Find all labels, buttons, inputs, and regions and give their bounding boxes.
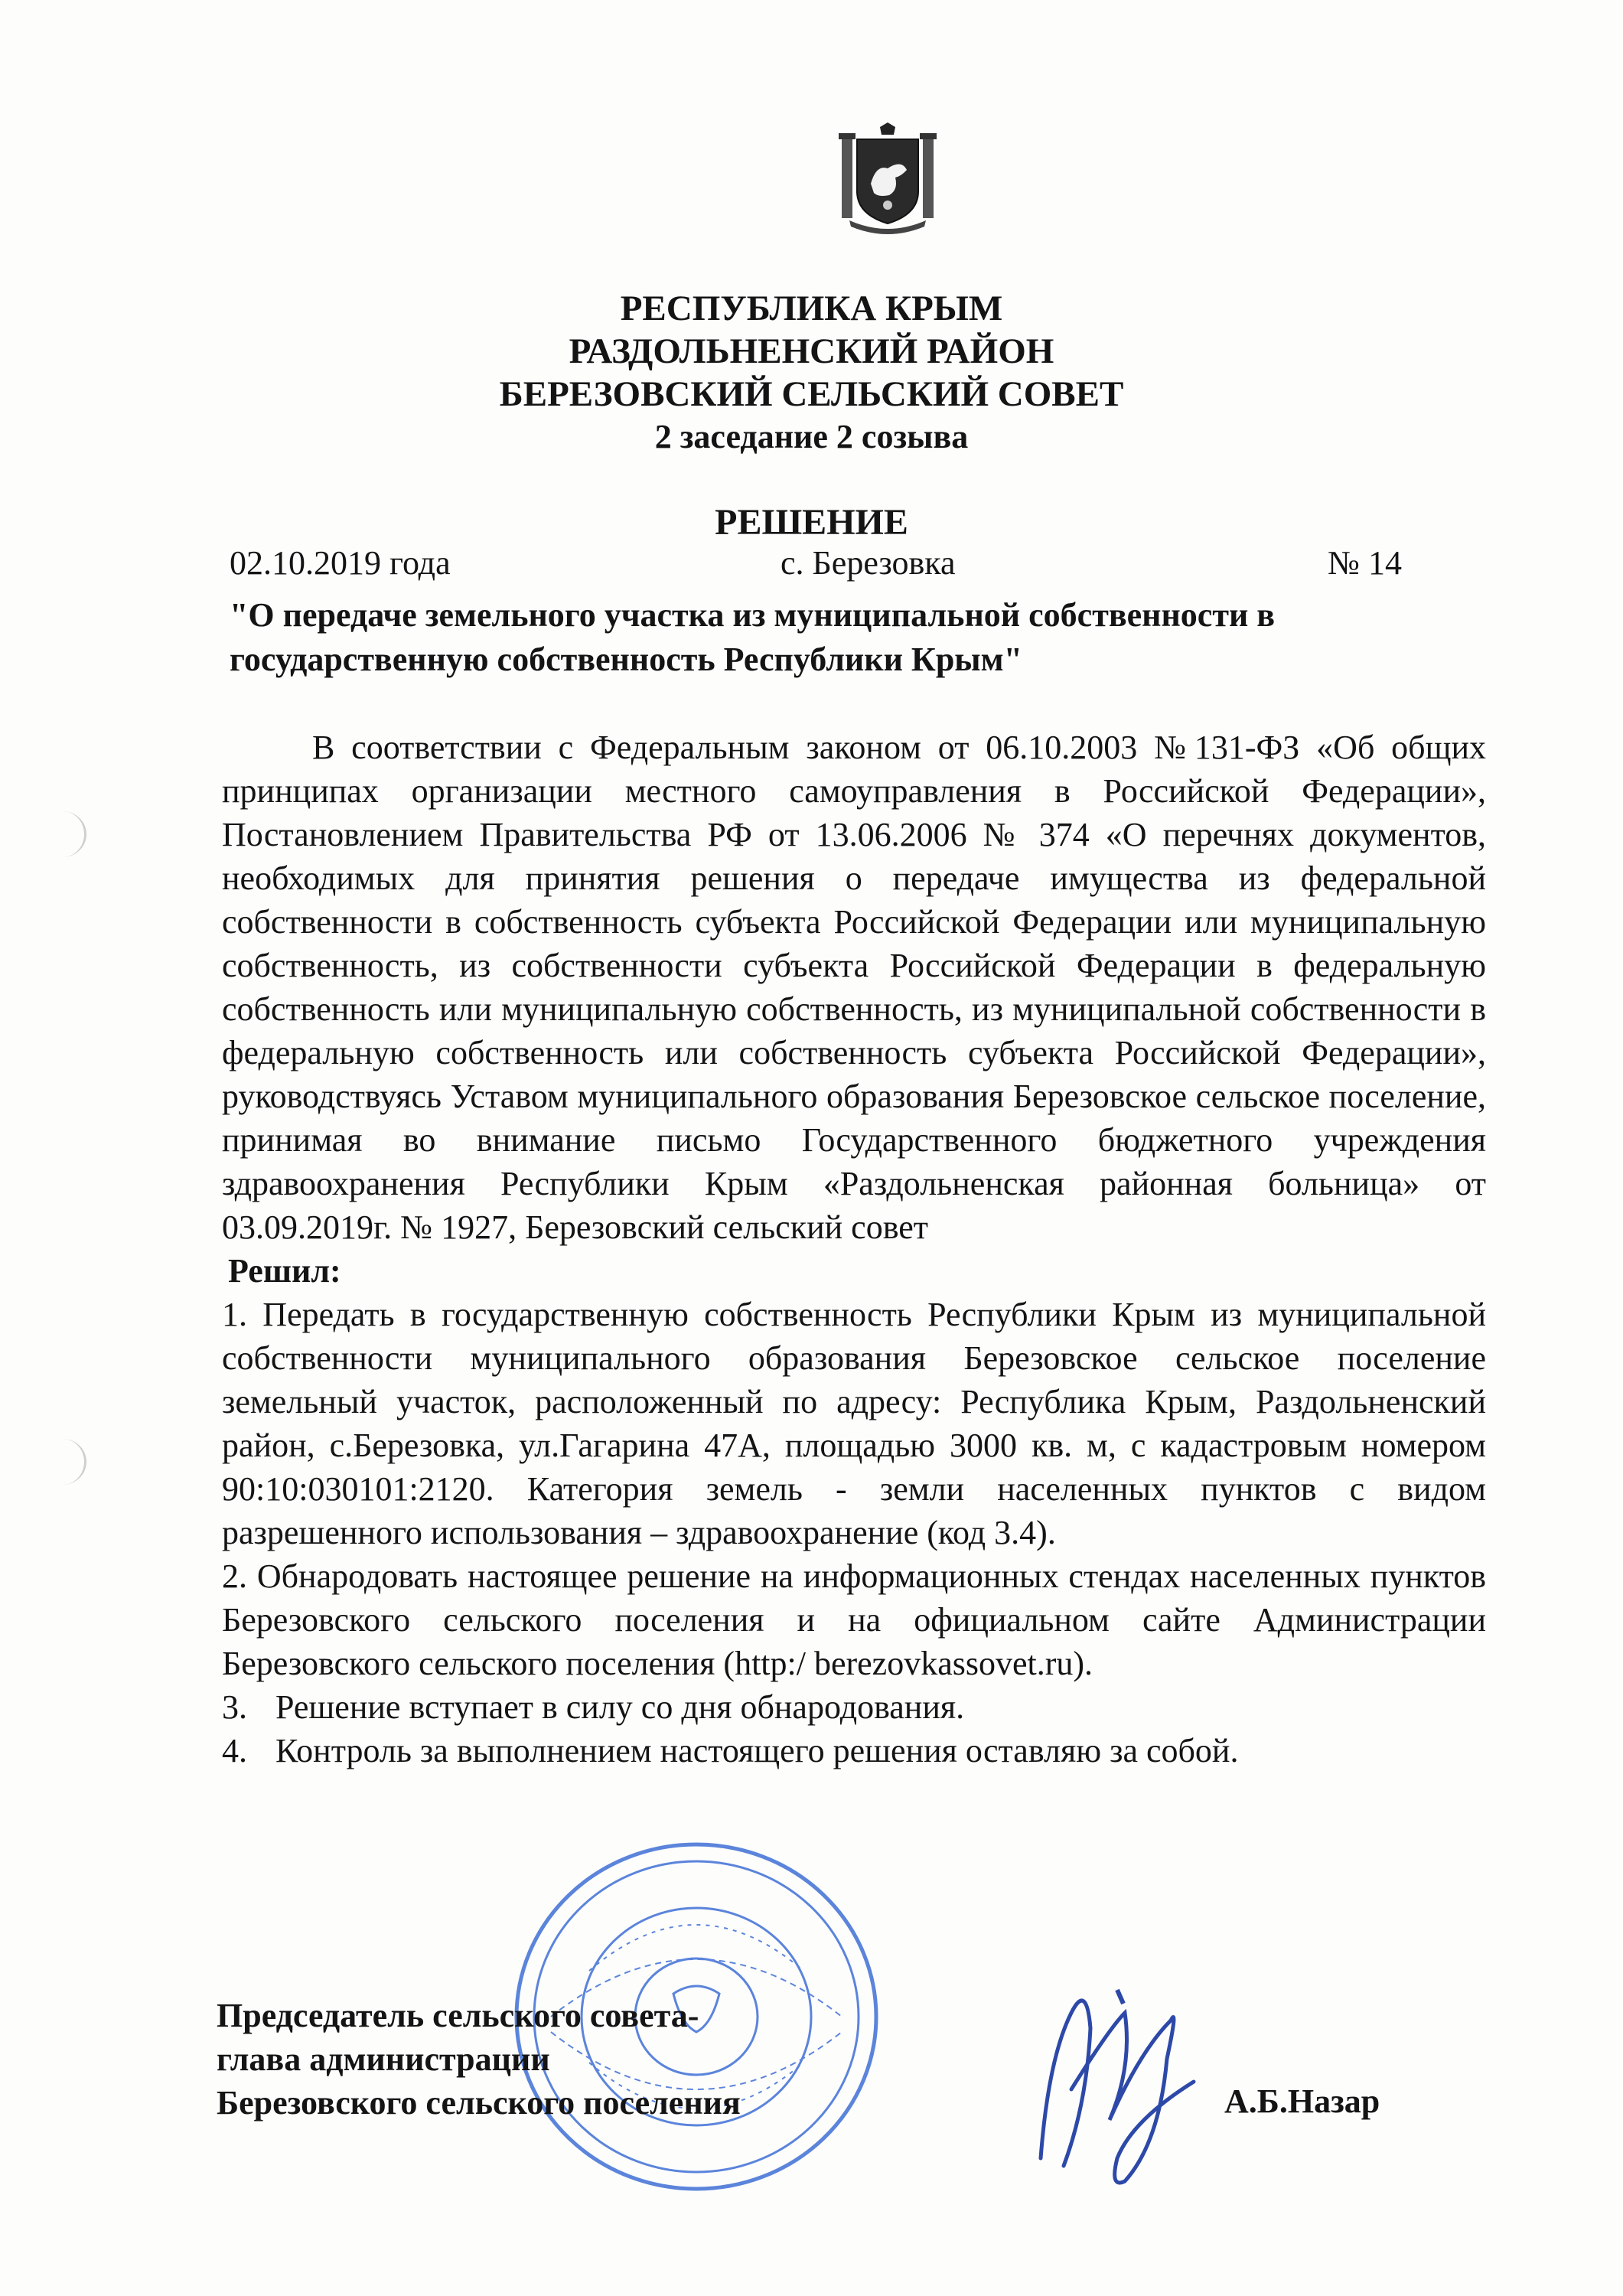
signatory-name: А.Б.Назар [1224, 2082, 1380, 2120]
header-district: РАЗДОЛЬНЕНСКИЙ РАЙОН [569, 331, 1054, 371]
item-text: Контроль за выполнением настоящего решения оставляю за собой. [275, 1732, 1239, 1769]
signatory-line: глава администрации [217, 2040, 550, 2078]
document-type: РЕШЕНИЕ [715, 502, 908, 543]
decision-body [222, 726, 1486, 1773]
header-session: 2 заседание 2 созыва [654, 418, 969, 455]
item-text: Обнародовать настоящее решение на информационных стендах населенных пунктов Березовского сельского поселения и на официальном сайте Администрации Березовского сельского поселения (http:/ berezovkassovet.ru). [222, 1557, 1487, 1682]
list-item [222, 1293, 1486, 1554]
signatory-title [217, 1994, 741, 2125]
decision-number: № 14 [1328, 544, 1402, 582]
decision-date: 02.10.2019 года [230, 544, 451, 582]
decision-place: с. Березовка [781, 544, 956, 582]
crimea-coat-of-arms-icon [834, 122, 941, 236]
item-number: 3. [222, 1688, 247, 1726]
punch-hole-mark [38, 1439, 86, 1485]
decided-label: Решил: [228, 1252, 341, 1290]
signatory-line: Березовского сельского поселения [217, 2084, 741, 2122]
preamble-paragraph: В соответствии с Федеральным законом от 06.10.2003 №131-ФЗ «Об общих принципах организации местного самоуправления в Российской Федерации», Постановлением Правительства РФ от 13.06.2006 № 374 «О перечнях документов, необходимых для принятия решения о передаче имущества из федеральной собственности в собственность субъекта Российской Федерации или муниципальную собственность, из собственности субъекта Российской Федерации в федеральную собственность или муниципальную собственность, из муниципальной собственности в федеральную собственность или собственность субъекта Российской Федерации», руководствуясь Уставом муниципального образования Березовское сельское поселение, принимая во внимание письмо Государственного бюджетного учреждения здравоохранения Республики Крым «Раздольненская районная больница» от 03.09.2019г. № 1927, Березовский сельский совет [222, 729, 1486, 1246]
header-council: БЕРЕЗОВСКИЙ СЕЛЬСКИЙ СОВЕТ [499, 374, 1124, 414]
header-republic: РЕСПУБЛИКА КРЫМ [620, 289, 1003, 328]
item-number: 4. [222, 1732, 247, 1769]
item-number: 2. [222, 1557, 247, 1595]
handwritten-signature-icon [1018, 1967, 1232, 2197]
list-item [222, 1554, 1486, 1685]
list-item [222, 1729, 1486, 1773]
decision-title: "О передаче земельного участка из муниципальной собственности в государственную собственность Республики Крым" [230, 596, 1276, 678]
item-text: Передать в государственную собственность Республики Крым из муниципальной собственности муниципального образования Березовское сельское поселение земельный участок, расположенный по адресу: Республика Крым, Раздольненский район, с.Березовка, ул.Гагарина 47А, площадью 3000 кв. м, с кадастровым номером 90:10:030101:2120. Категория земель - земли населенных пунктов с видом разрешенного использования – здравоохранение (код 3.4). [222, 1296, 1486, 1551]
list-item [222, 1685, 1486, 1729]
item-text: Решение вступает в силу со дня обнародования. [275, 1688, 965, 1726]
item-number: 1. [222, 1296, 247, 1333]
punch-hole-mark [38, 811, 86, 857]
signatory-line: Председатель сельского совета- [217, 1997, 699, 2034]
